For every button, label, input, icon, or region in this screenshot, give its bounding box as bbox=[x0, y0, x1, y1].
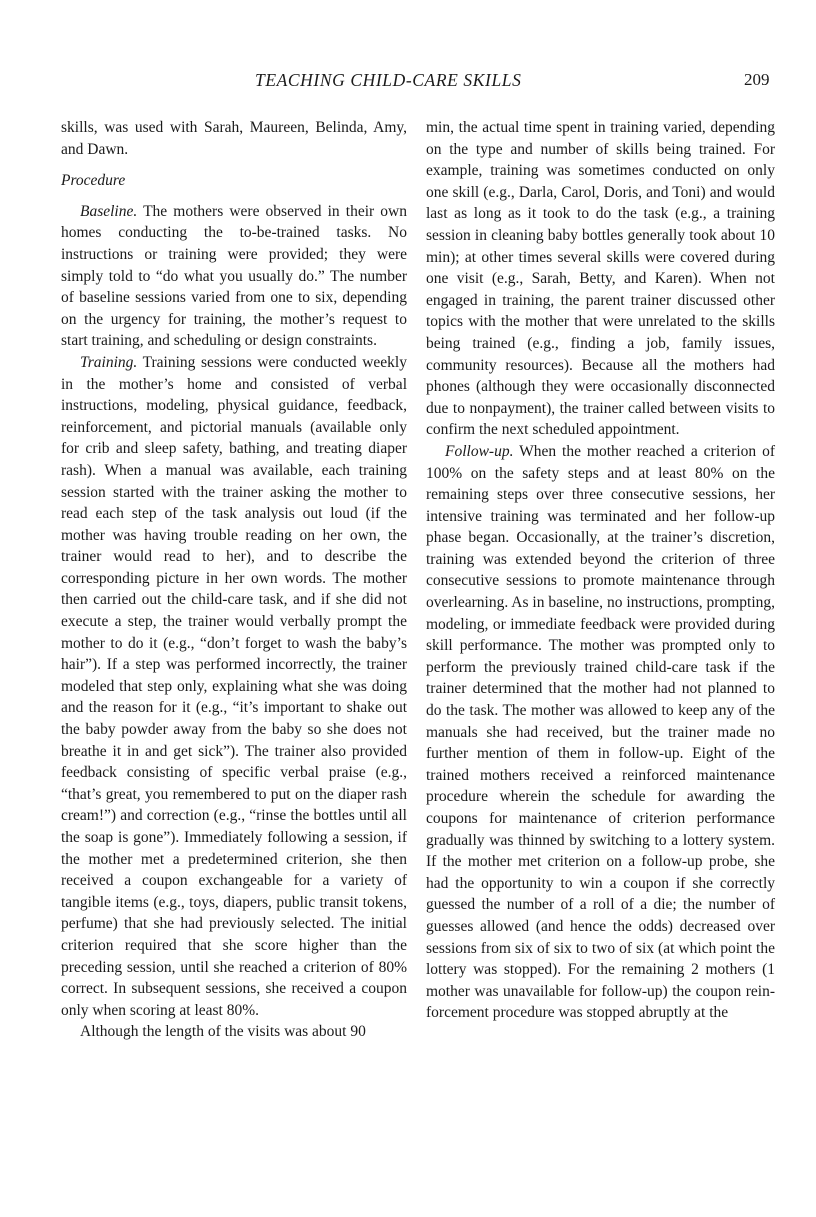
follow-up-paragraph bbox=[426, 441, 775, 1024]
baseline-text: The mothers were observed in their own homes conducting the to-be-trained tasks. No instructions or training were provided; they were simply told to “do what you usually do.” The number of baseline sessions varied from one to six, depending on the urgency for training, the mother’s request to start training, and scheduling or design constraints. bbox=[61, 202, 407, 350]
page-number: 209 bbox=[744, 70, 770, 89]
visit-length-paragraph: Although the length of the visits was about 90 bbox=[80, 1023, 366, 1041]
follow-up-label: Follow-up. bbox=[445, 442, 514, 460]
intro-paragraph: skills, was used with Sarah, Maureen, Belinda, Amy, and Dawn. bbox=[61, 119, 407, 158]
right-column bbox=[426, 117, 775, 1024]
training-text: Training sessions were conducted weekly in the mother’s home and consisted of verbal instructions, modeling, physical guidance, feedback, reinforcement, and pictorial manuals (available only for crib and sleep safety, bathing, and treating diaper rash). When a manual was available, each training session started with the trainer asking the mother to read each step of the task analysis out loud (if the mother was having trouble reading on her own, the trainer would read to her), and to describe the corresponding picture in her own words. The mother then carried out the child-care task, and if she did not execute a step, the trainer would verbally prompt the mother to do it (e.g., “don’t forget to wash the baby’s hair”). If a step was performed incorrectly, the trainer modeled that step only, explaining what she was doing and the reason for it (e.g., “it’s important to shake out the baby powder away from the baby so she does not breathe it in and get sick”). The trainer also provided feedback consisting of specific verbal praise (e.g., “that’s great, you remembered to put on the diaper rash cream!”) and correction (e.g., “rinse the bottles until all the soap is gone”). Immediately following a session, if the mother met a predetermined criterion, she then received a coupon exchangeable for a variety of tangible items (e.g., toys, diapers, public transit tokens, perfume) that she had previously selected. The initial criterion required that she score higher than the preceding session, until she reached a criterion of 80% correct. In subsequent sessions, she received a coupon only when scoring at least 80%. bbox=[61, 353, 407, 1019]
running-head bbox=[0, 70, 816, 94]
continuation-paragraph: min, the actual time spent in training varied, depending on the type and number of skills being trained. For example, training was sometimes conducted on only one skill (e.g., Darla, Carol, Doris, and Toni) and would last as long as it took to do the task (e.g., a training session in cleaning baby bottles generally took about 10 min); at other times several skills were covered during one visit (e.g., Sarah, Betty, and Karen). When not engaged in training, the parent trainer discussed other topics with the mother that were unrelated to the skills being trained (e.g., finding a job, family issues, community resources). Because all the mothers had phones (although they were occasionally disconnected due to nonpayment), the trainer called between visits to confirm the next scheduled appointment. bbox=[426, 119, 775, 439]
baseline-label: Baseline. bbox=[80, 202, 138, 220]
training-paragraph bbox=[61, 352, 407, 1021]
follow-up-text: When the mother reached a criterion of 100% on the safety steps and at least 80% on the remaining steps over three consecutive sessions, her intensive training was terminated and her follow-up phase began. Occasionally, at the trainer’s discretion, training was extended beyond the criterion of three consecutive sessions to promote maintenance through overlearning. As in baseline, no instructions, prompting, modeling, or immediate feedback were provided during skill performance. The mother was prompted only to perform the previously trained child-care task if the trainer determined that the mother had not planned to do the task. The mother was allowed to keep any of the manuals she had received, but the trainer made no further mention of them in follow-up. Eight of the trained mothers received a reinforced maintenance procedure wherein the schedule for awarding the coupons for maintenance of criterion performance gradually was thinned by switching to a lottery system. If the mother met criterion on a follow-up probe, she had the opportunity to win a coupon if she correctly guessed the number of a roll of a die; the number of guesses allowed (and hence the odds) decreased over sessions from six of six to two of six (at which point the lottery was stopped). For the remaining 2 mothers (1 mother was unavailable for follow-up) the coupon reinforcement procedure was stopped abruptly at the bbox=[426, 442, 775, 1022]
procedure-heading: Procedure bbox=[61, 172, 126, 190]
left-column bbox=[61, 117, 407, 1043]
training-label: Training. bbox=[80, 353, 138, 371]
running-title: TEACHING CHILD-CARE SKILLS bbox=[255, 70, 522, 90]
baseline-paragraph bbox=[61, 201, 407, 352]
